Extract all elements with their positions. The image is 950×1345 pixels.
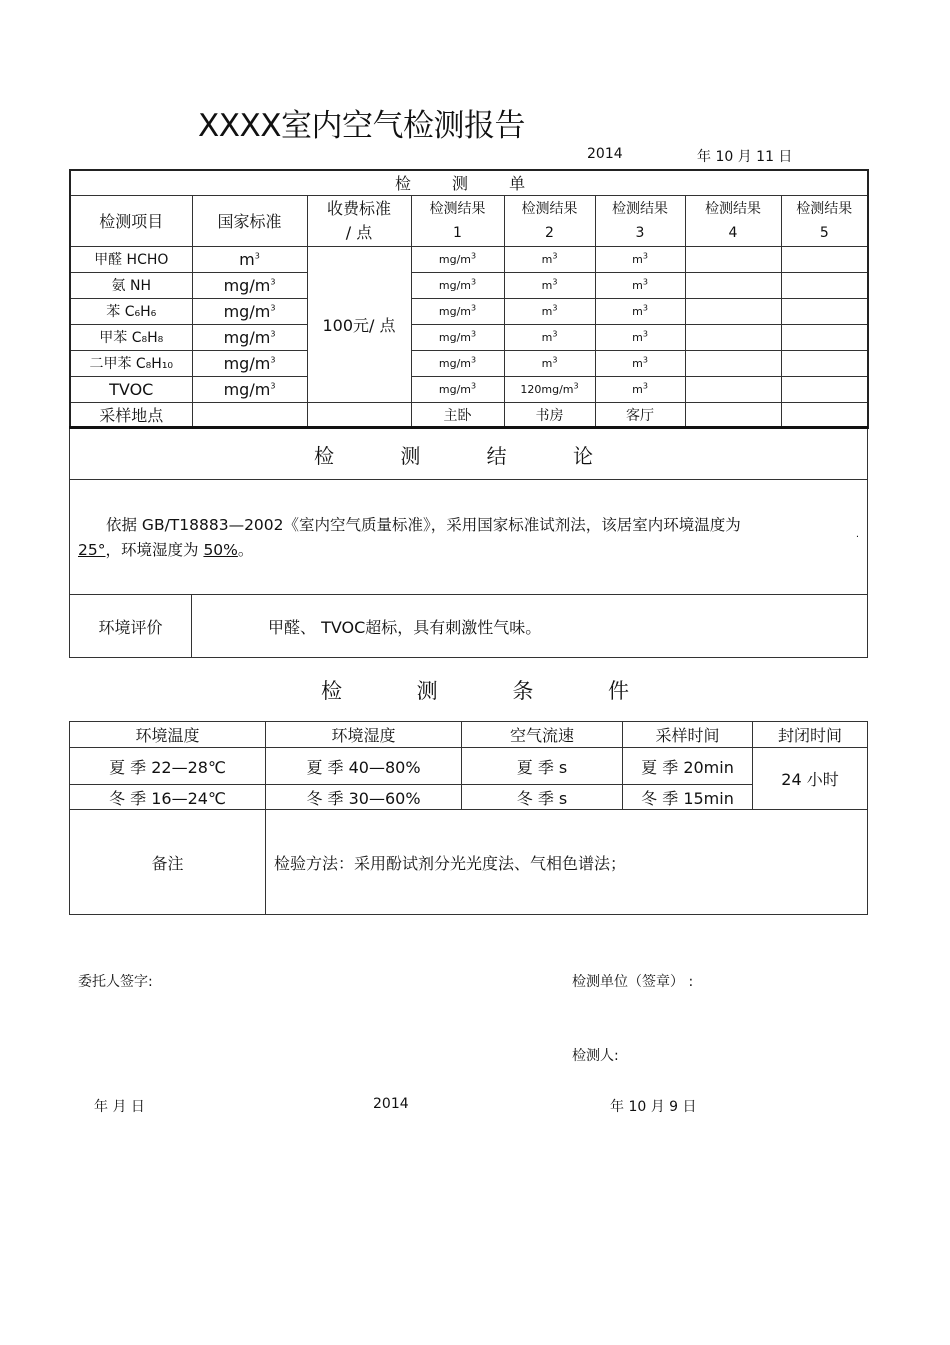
cond-header-temp: 环境温度 bbox=[70, 722, 266, 748]
row-result-3: $m^3$ bbox=[595, 324, 685, 350]
row-item: 二甲苯 C₈H₁₀ bbox=[70, 350, 192, 376]
row-item: 氨 NH bbox=[70, 272, 192, 298]
row-result-4 bbox=[685, 350, 781, 376]
header-result-3: 检测结果 3 bbox=[595, 195, 685, 246]
unit-seal-label: 检测单位（签章） : bbox=[572, 974, 694, 990]
row-result-4 bbox=[685, 298, 781, 324]
header-result-4: 检测结果 4 bbox=[685, 195, 781, 246]
table-row bbox=[70, 272, 868, 298]
row-item: 甲苯 C₈H₈ bbox=[70, 324, 192, 350]
row-result-3: $m^3$ bbox=[595, 272, 685, 298]
table-row bbox=[70, 350, 868, 376]
row-standard: $mg/m^3$ bbox=[192, 350, 307, 376]
row-result-2: $120mg/m^3$ bbox=[504, 376, 595, 402]
row-standard: $mg/m^3$ bbox=[192, 376, 307, 402]
row-standard: $mg/m^3$ bbox=[192, 298, 307, 324]
inspector-label: 检测人: bbox=[572, 1048, 619, 1064]
row-result-2: $m^3$ bbox=[504, 272, 595, 298]
header-fee-standard: 收费标准 / 点 bbox=[307, 195, 411, 246]
row-result-1: $mg/m^3$ bbox=[411, 324, 504, 350]
fee-value: 100元/ 点 bbox=[307, 246, 411, 402]
row-result-2: $m^3$ bbox=[504, 246, 595, 272]
summer-row: 夏 季 22—28℃ 夏 季 40—80% 夏 季 s 夏 季 20min 24 小时 bbox=[70, 748, 868, 785]
header-national-standard: 国家标准 bbox=[192, 195, 307, 246]
footer-year: 2014 bbox=[373, 1096, 409, 1112]
row-result-3: $m^3$ bbox=[595, 376, 685, 402]
header-item: 检测项目 bbox=[70, 195, 192, 246]
conclusion-table bbox=[69, 426, 868, 658]
row-standard: $mg/m^3$ bbox=[192, 272, 307, 298]
conditions-heading: 检 测 条 件 bbox=[320, 679, 664, 703]
row-result-4 bbox=[685, 376, 781, 402]
detection-table bbox=[69, 169, 869, 429]
row-result-4 bbox=[685, 272, 781, 298]
header-result-1: 检测结果 1 bbox=[411, 195, 504, 246]
table-row bbox=[70, 376, 868, 402]
header-result-2: 检测结果 2 bbox=[504, 195, 595, 246]
row-result-5 bbox=[781, 246, 868, 272]
header-result-5: 检测结果 5 bbox=[781, 195, 868, 246]
row-result-4 bbox=[685, 246, 781, 272]
table-row bbox=[70, 298, 868, 324]
row-result-5 bbox=[781, 376, 868, 402]
row-result-2: $m^3$ bbox=[504, 298, 595, 324]
row-standard: $m^3$ bbox=[192, 246, 307, 272]
row-item: 苯 C₆H₆ bbox=[70, 298, 192, 324]
eval-label: 环境评价 bbox=[70, 595, 192, 658]
row-result-4 bbox=[685, 324, 781, 350]
row-standard: $mg/m^3$ bbox=[192, 324, 307, 350]
footer-date-left: 年 月 日 bbox=[94, 1099, 145, 1115]
report-title: XXXX室内空气检测报告 bbox=[198, 108, 525, 144]
report-date-rest: 年 10 月 11 日 bbox=[697, 149, 793, 165]
row-result-1: $mg/m^3$ bbox=[411, 298, 504, 324]
note-label: 备注 bbox=[70, 810, 266, 915]
row-result-5 bbox=[781, 350, 868, 376]
sampling-row bbox=[70, 402, 868, 428]
cond-header-closure: 封闭时间 bbox=[753, 722, 868, 748]
row-item: TVOC bbox=[70, 376, 192, 402]
row-result-2: $m^3$ bbox=[504, 324, 595, 350]
sampling-label: 采样地点 bbox=[70, 402, 192, 428]
note-text: 检验方法：采用酚试剂分光光度法、气相色谱法； bbox=[266, 810, 868, 915]
cond-header-sampling-time: 采样时间 bbox=[623, 722, 753, 748]
row-result-3: $m^3$ bbox=[595, 298, 685, 324]
report-date-year: 2014 bbox=[587, 146, 623, 162]
location-2: 书房 bbox=[504, 402, 595, 428]
location-1: 主卧 bbox=[411, 402, 504, 428]
row-result-2: $m^3$ bbox=[504, 350, 595, 376]
table-row bbox=[70, 324, 868, 350]
row-result-3: $m^3$ bbox=[595, 246, 685, 272]
conditions-table bbox=[69, 721, 868, 915]
conclusion-text: 依据 GB/T18883—2002《室内空气质量标准》，采用国家标准试剂法，该居室内环境温度为 25°，环境湿度为 50%。 . bbox=[70, 480, 868, 595]
cond-header-humidity: 环境湿度 bbox=[266, 722, 462, 748]
row-result-5 bbox=[781, 298, 868, 324]
eval-text: 甲醛、 TVOC超标，具有刺激性气味。 bbox=[192, 595, 868, 658]
footer-date-right: 年 10 月 9 日 bbox=[610, 1099, 697, 1115]
client-signature-label: 委托人签字: bbox=[78, 974, 153, 990]
row-result-3: $m^3$ bbox=[595, 350, 685, 376]
row-result-5 bbox=[781, 272, 868, 298]
row-result-1: $mg/m^3$ bbox=[411, 376, 504, 402]
row-result-1: $mg/m^3$ bbox=[411, 272, 504, 298]
conclusion-heading: 检 测 结 论 bbox=[70, 428, 868, 480]
winter-row: 冬 季 16—24℃ 冬 季 30—60% 冬 季 s 冬 季 15min bbox=[70, 785, 868, 810]
row-item: 甲醛 HCHO bbox=[70, 246, 192, 272]
detection-caption: 检 测 单 bbox=[70, 170, 868, 195]
row-result-5 bbox=[781, 324, 868, 350]
table-row bbox=[70, 246, 868, 272]
closure-value: 24 小时 bbox=[753, 748, 868, 810]
location-3: 客厅 bbox=[595, 402, 685, 428]
row-result-1: $mg/m^3$ bbox=[411, 246, 504, 272]
row-result-1: $mg/m^3$ bbox=[411, 350, 504, 376]
cond-header-airflow: 空气流速 bbox=[462, 722, 623, 748]
